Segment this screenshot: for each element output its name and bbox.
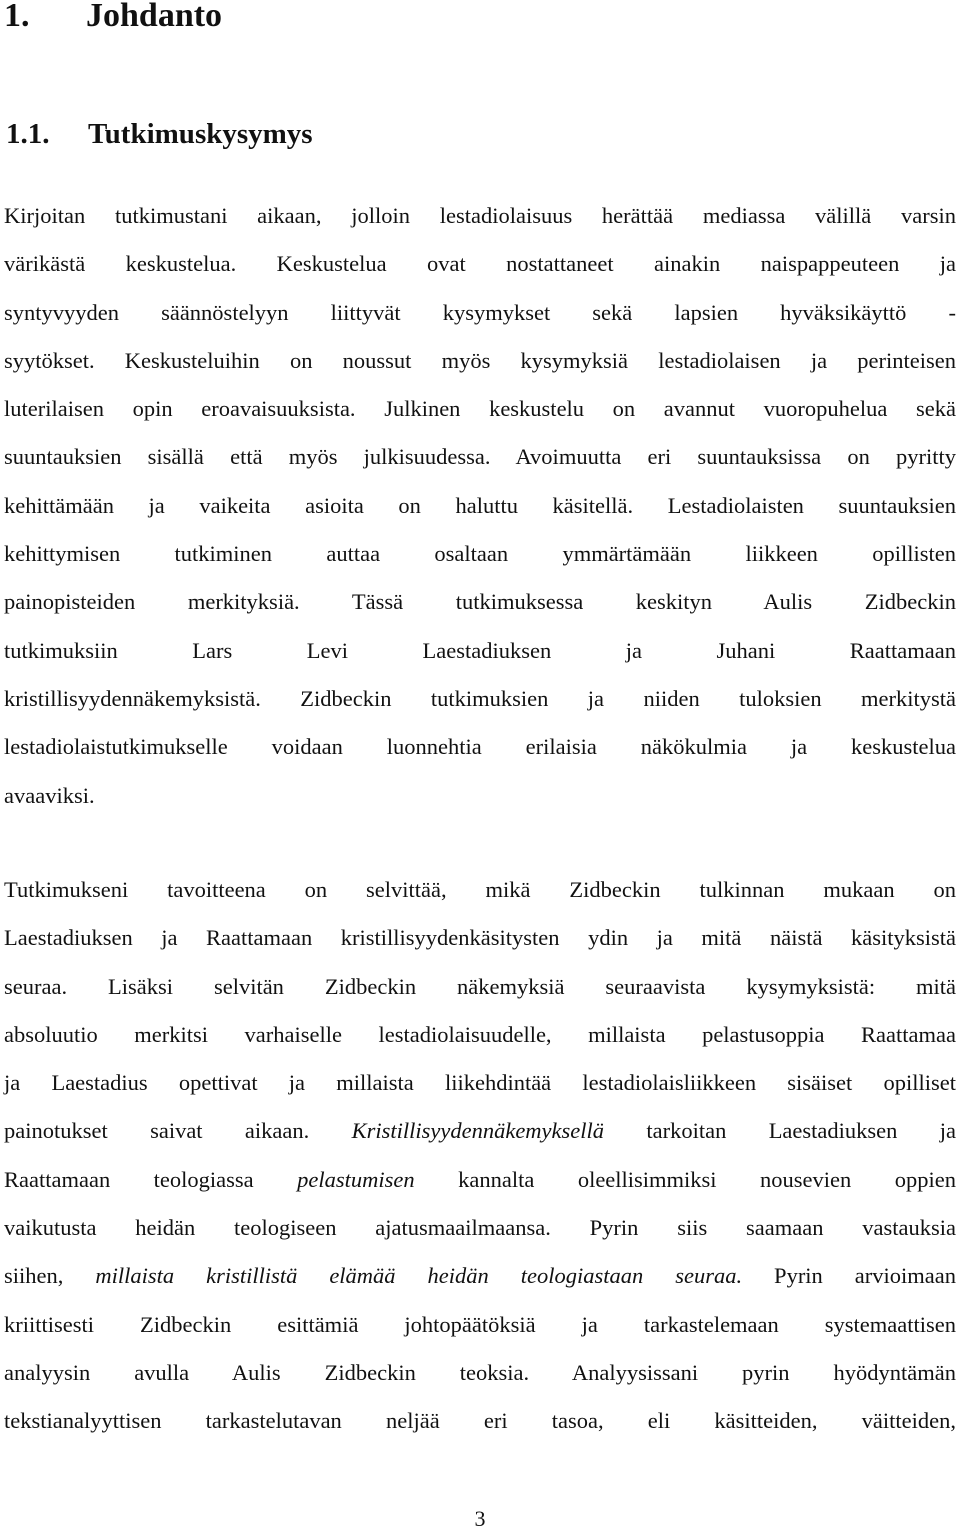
text-line <box>4 1011 956 1059</box>
text-line: syntyvyyden säännöstelyyn liittyvät kysymykset sekä lapsien hyväksikäyttö - <box>4 299 956 325</box>
text-run: kannalta oleellisimmiksi nousevien oppien <box>414 1166 956 1192</box>
text-run: kriittisesti Zidbeckin esittämiä johtopäätöksiä ja tarkastelemaan systemaattisen <box>4 1311 956 1337</box>
text-run: Pyrin arvioimaan <box>742 1263 956 1289</box>
paragraph-2 <box>4 866 956 1446</box>
text-run: tekstianalyyttisen tarkastelutavan neljää eri tasoa, eli käsitteiden, väitteiden, <box>4 1408 956 1434</box>
text-line <box>4 963 956 1011</box>
text-line <box>4 866 956 914</box>
text-line <box>4 1107 956 1155</box>
text-line <box>4 1204 956 1252</box>
chapter-number: 1. <box>4 0 30 34</box>
text-line: kehittämään ja vaikeita asioita on haluttu käsitellä. Lestadiolaisten suuntauksien <box>4 492 956 518</box>
text-line <box>4 1301 956 1349</box>
chapter-heading <box>4 0 222 38</box>
text-line: avaaviksi. <box>4 782 95 808</box>
text-line <box>4 1059 956 1107</box>
text-run: analyysin avulla Aulis Zidbeckin teoksia. Analyysissani pyrin hyödyntämän <box>4 1359 956 1385</box>
text-run: seuraa. Lisäksi selvitän Zidbeckin näkemyksiä seuraavista kysymyksistä: mitä <box>4 973 956 999</box>
text-line <box>4 1252 956 1300</box>
text-run: tarkoitan Laestadiuksen ja <box>604 1118 956 1144</box>
text-line <box>4 1156 956 1204</box>
text-run: absoluutio merkitsi varhaiselle lestadiolaisuudelle, millaista pelastusoppia Raattamaa <box>4 1021 956 1047</box>
text-line <box>4 1397 956 1445</box>
text-line: luterilaisen opin eroavaisuuksista. Julkinen keskustelu on avannut vuoropuhelua sekä <box>4 396 956 422</box>
text-line: värikästä keskustelua. Keskustelua ovat nostattaneet ainakin naispappeuteen ja <box>4 251 956 277</box>
text-run: Tutkimukseni tavoitteena on selvittää, mikä Zidbeckin tulkinnan mukaan on <box>4 877 956 902</box>
section-title: Tutkimuskysymys <box>88 118 313 150</box>
text-run: siihen, <box>4 1263 96 1289</box>
text-run: vaikutusta heidän teologiseen ajatusmaailmaansa. Pyrin siis saamaan vastauksia <box>4 1215 956 1241</box>
page-number: 3 <box>474 1506 486 1531</box>
text-line: kristillisyydennäkemyksistä. Zidbeckin tutkimuksien ja niiden tuloksien merkitystä <box>4 685 956 711</box>
text-line: painopisteiden merkityksiä. Tässä tutkimuksessa keskityn Aulis Zidbeckin <box>4 589 956 615</box>
text-line: lestadiolaistutkimukselle voidaan luonnehtia erilaisia näkökulmia ja keskustelua <box>4 734 956 760</box>
text-run: Laestadiuksen ja Raattamaan kristillisyydenkäsitysten ydin ja mitä näistä käsityksistä <box>4 925 956 951</box>
section-heading <box>6 114 313 154</box>
text-line: syytökset. Keskusteluihin on noussut myös kysymyksiä lestadiolaisen ja perinteisen <box>4 347 956 373</box>
text-run: ja Laestadius opettivat ja millaista liikehdintää lestadiolaisliikkeen sisäiset opilliset <box>4 1070 956 1096</box>
paragraph-1 <box>4 192 956 820</box>
text-line: suuntauksien sisällä että myös julkisuudessa. Avoimuutta eri suuntauksissa on pyritty <box>4 444 956 470</box>
text-run: Raattamaan teologiassa <box>4 1166 298 1192</box>
text-line: tutkimuksiin Lars Levi Laestadiuksen ja Juhani Raattamaan <box>4 637 956 663</box>
section-number: 1.1. <box>6 118 50 150</box>
text-line: kehittymisen tutkiminen auttaa osaltaan ymmärtämään liikkeen opillisten <box>4 541 956 567</box>
text-line <box>4 1349 956 1397</box>
text-line <box>4 914 956 962</box>
chapter-title: Johdanto <box>86 0 223 34</box>
text-line: Kirjoitan tutkimustani aikaan, jolloin lestadiolaisuus herättää mediassa välillä varsin <box>4 203 956 228</box>
italic-question: millaista kristillistä elämää heidän teologiastaan seuraa. <box>95 1263 743 1289</box>
italic-term: Kristillisyydennäkemyksellä <box>351 1118 605 1144</box>
italic-term: pelastumisen <box>297 1166 415 1192</box>
text-run: painotukset saivat aikaan. <box>4 1118 352 1144</box>
